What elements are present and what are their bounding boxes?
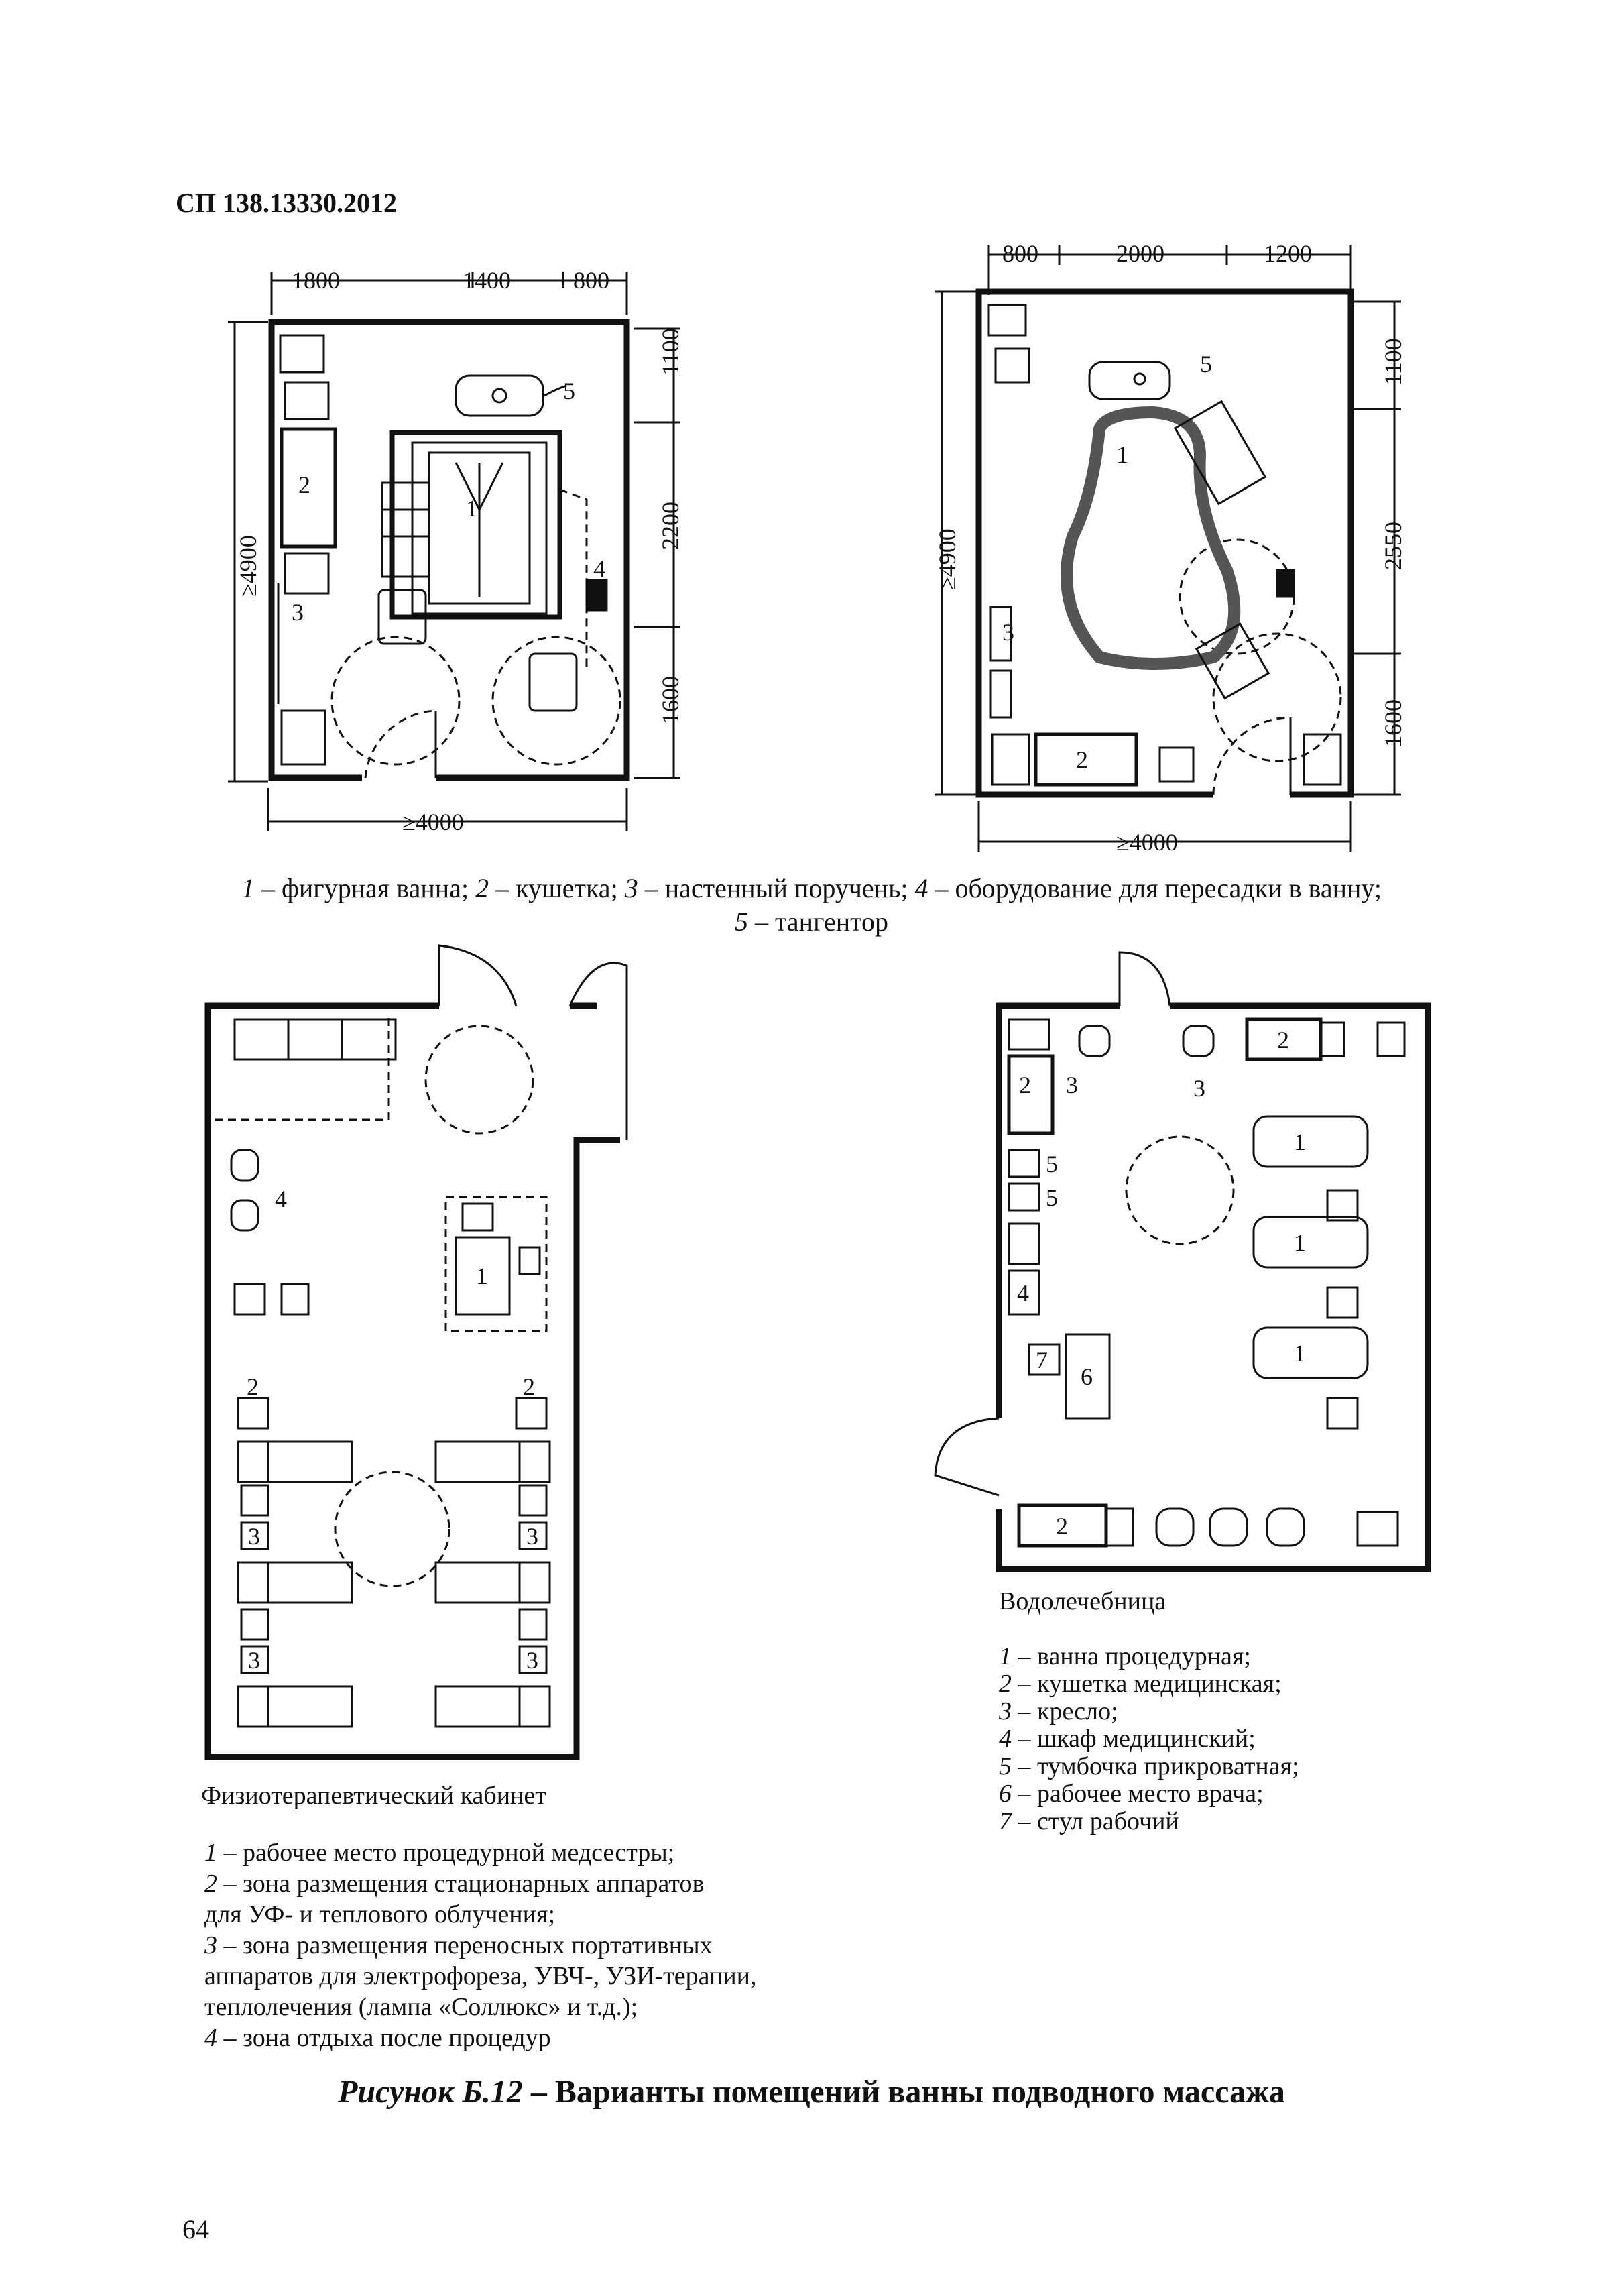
plan-b-label-3: 3	[1002, 619, 1014, 646]
hydro-label-5-a: 5	[1046, 1151, 1058, 1178]
legend-text: – рабочее место процедурной медсестры;	[217, 1839, 675, 1867]
hydro-label-1-a: 1	[1294, 1129, 1306, 1155]
physio-label-3-b: 3	[526, 1523, 538, 1550]
legend-text: – стул рабочий	[1012, 1807, 1179, 1835]
caption-num-2: 2	[475, 873, 489, 903]
caption-text-4: – оборудование для пересадки в ванну;	[928, 873, 1382, 903]
legend-num: 4	[999, 1725, 1012, 1753]
caption-num-4: 4	[914, 873, 928, 903]
hydro-label-5-b: 5	[1046, 1184, 1058, 1211]
legend-num: 4	[204, 2024, 217, 2052]
plan-a-label-3: 3	[292, 599, 304, 626]
plan-b-label-5: 5	[1200, 351, 1212, 378]
caption-text-2: – кушетка;	[489, 873, 625, 903]
legend-text: – зона размещения стационарных аппаратов	[217, 1870, 705, 1898]
plan-b-dim-top-1: 800	[1002, 240, 1038, 267]
plan-b-dim-bottom: ≥4000	[1116, 829, 1178, 856]
legend-text: – тумбочка прикроватная;	[1012, 1752, 1299, 1780]
plan-a-dim-left: ≥4900	[235, 535, 261, 597]
hydro-legend-item	[999, 1808, 1299, 1835]
plan-a-label-5: 5	[563, 378, 575, 404]
hydro-label-3-b: 3	[1193, 1075, 1205, 1102]
document-code: СП 138.13330.2012	[176, 188, 397, 218]
hydro-label-2-b: 2	[1019, 1072, 1031, 1098]
caption-text-3: – настенный поручень;	[638, 873, 915, 903]
plan-a-dim-top-3: 800	[573, 267, 609, 294]
physio-label-3-a: 3	[248, 1523, 260, 1550]
hydro-label-1-c: 1	[1294, 1340, 1306, 1367]
hydro-label-3-a: 3	[1066, 1072, 1078, 1098]
hydro-legend-item	[999, 1643, 1299, 1670]
legend-text: – зона отдыха после процедур	[217, 2024, 551, 2052]
hydro-legend-item	[999, 1670, 1299, 1698]
legend-text: – зона размещения переносных портативных	[217, 1931, 713, 1959]
hydro-label-1-b: 1	[1294, 1229, 1306, 1256]
legend-text: для УФ- и теплового облучения;	[204, 1900, 556, 1929]
hydro-label-4: 4	[1017, 1279, 1029, 1306]
plan-b-dim-right-1: 1100	[1380, 338, 1406, 386]
physio-title: Физиотерапевтический кабинет	[201, 1782, 546, 1810]
hydro-label-2-a: 2	[1277, 1027, 1289, 1053]
plan-a-label-1: 1	[466, 495, 478, 522]
legend-num: 3	[204, 1931, 217, 1959]
caption-text-1: – фигурная ванна;	[254, 873, 476, 903]
legend-num: 1	[999, 1642, 1012, 1670]
plan-a-label-2: 2	[298, 471, 310, 498]
legend-num: 1	[204, 1839, 217, 1867]
plan-b-dim-left: ≥4900	[934, 528, 961, 590]
plan-b-label-4: 4	[1280, 565, 1293, 592]
plan-a-label-4: 4	[593, 555, 605, 582]
caption-num-5: 5	[734, 907, 748, 937]
hydro-legend-item	[999, 1698, 1299, 1725]
plan-a-dim-right-2: 2200	[657, 502, 684, 550]
plan-b-dim-top-3: 1200	[1264, 240, 1312, 267]
physio-label-4: 4	[275, 1186, 287, 1212]
legend-num: 3	[999, 1697, 1012, 1725]
physio-legend-item	[204, 1899, 757, 1930]
hydro-legend-item	[999, 1753, 1299, 1780]
physio-legend	[204, 1837, 757, 2053]
hydro-title: Водолечебница	[999, 1587, 1166, 1615]
physio-legend-item	[204, 1961, 757, 1992]
plan-b-label-1: 1	[1116, 441, 1128, 468]
physio-legend-item	[204, 1837, 757, 1868]
legend-num: 2	[204, 1870, 217, 1898]
page-number: 64	[182, 2214, 209, 2244]
hydro-label-7: 7	[1036, 1346, 1048, 1373]
physio-legend-item	[204, 1868, 757, 1899]
plan-a-dim-top-2: 1400	[463, 267, 511, 294]
plan-a-dim-right-1: 1100	[657, 328, 684, 376]
caption-top-line-2	[0, 905, 1623, 939]
legend-text: – шкаф медицинский;	[1012, 1725, 1256, 1753]
physio-legend-item	[204, 1992, 757, 2022]
physio-label-2-left: 2	[247, 1373, 259, 1400]
figure-label: Рисунок Б.12	[338, 2074, 523, 2110]
caption-num-1: 1	[241, 873, 255, 903]
hydro-label-2-c: 2	[1056, 1513, 1068, 1540]
legend-text: – кушетка медицинская;	[1012, 1670, 1282, 1698]
hydro-legend	[999, 1643, 1299, 1835]
physio-label-1: 1	[476, 1263, 488, 1289]
figure-title	[0, 2072, 1623, 2112]
plan-b-dim-right-2: 2550	[1380, 522, 1406, 570]
legend-text: – рабочее место врача;	[1012, 1780, 1264, 1808]
physio-legend-item	[204, 2022, 757, 2053]
legend-text: – ванна процедурная;	[1012, 1642, 1251, 1670]
hydro-label-6: 6	[1081, 1363, 1093, 1390]
plan-a-dim-right-3: 1600	[657, 676, 684, 724]
plan-b-walls	[979, 292, 1351, 795]
legend-num: 5	[999, 1752, 1012, 1780]
hydro-legend-item	[999, 1725, 1299, 1753]
plan-a-dim-bottom: ≥4000	[402, 809, 464, 836]
legend-num: 2	[999, 1670, 1012, 1698]
hydro-legend-item	[999, 1780, 1299, 1808]
legend-text: аппаратов для электрофореза, УВЧ-, УЗИ-терапии,	[204, 1962, 757, 1990]
plan-b-dim-right-3: 1600	[1380, 699, 1406, 748]
legend-text: теплолечения (лампа «Соллюкс» и т.д.);	[204, 1993, 638, 2021]
legend-num: 6	[999, 1780, 1012, 1808]
plan-b-label-2: 2	[1076, 746, 1088, 773]
physio-legend-item	[204, 1930, 757, 1961]
plan-a-dim-top-1: 1800	[292, 267, 340, 294]
legend-num: 7	[999, 1807, 1012, 1835]
caption-text-5: – тангентор	[747, 907, 889, 937]
legend-text: – кресло;	[1012, 1697, 1118, 1725]
figure-title-text: – Варианты помещений ванны подводного массажа	[522, 2074, 1285, 2110]
physio-walls	[208, 1006, 620, 1757]
physio-label-3-c: 3	[248, 1647, 260, 1674]
caption-top-line-1	[0, 872, 1623, 905]
physio-label-2-right: 2	[523, 1373, 535, 1400]
caption-num-3: 3	[624, 873, 638, 903]
plan-b-dim-top-2: 2000	[1116, 240, 1164, 267]
physio-label-3-d: 3	[526, 1647, 538, 1674]
